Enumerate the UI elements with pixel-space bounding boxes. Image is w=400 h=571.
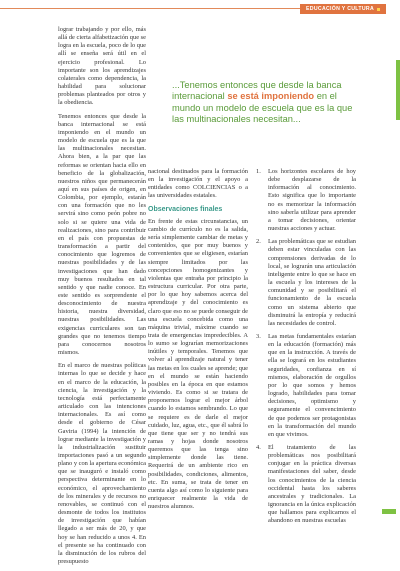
paragraph: nacional destinados para la formación en la investigación y el apoyo a entidades como COLCIENCIAS o a las universidades estatales. [148, 168, 248, 200]
list-item [256, 444, 356, 526]
header-rule [0, 8, 340, 9]
list-number: 4. [256, 444, 261, 451]
side-color-mark [396, 60, 400, 120]
numbered-list [256, 168, 356, 526]
section-tag-label: EDUCACIÓN Y CULTURA [306, 6, 374, 12]
paragraph: En el marco de nuestras políticas internas lo que se decide y hace en el marco de la educación, la ciencia, la investigación y la tecnología está perfectamente articulado con las intenciones internacionales. Es así como desde el gobierno de César Gaviria (1994) la intención de lograr mediante la investigación y la industrialización sustituir importaciones pasó a un segundo plano y con la apertura económica que se inauguró e instaló como perspectiva determinante en lo económico, el aprovechamiento de los minerales y de recursos no renovables, se continuó con el desmonte de todos los institutos de investigación que habían llegado a ser más de 20, y que hoy se han reducido a unos 4. En el presente se ha continuado con la disminución de los rubros del presupuesto [58, 362, 146, 565]
list-item [256, 333, 356, 439]
pull-quote-text-start: ...Tenemos entonces que desde la banca internacional [172, 80, 342, 102]
list-item [256, 238, 356, 328]
header-bar [0, 4, 400, 14]
list-number: 2. [256, 238, 261, 246]
column-right [256, 168, 356, 531]
list-number: 1. [256, 168, 261, 175]
list-text: Las problemáticas que se estudian deben estar vinculadas con las comprensiones derivadas de lo local, se lograrán una articulación inteligente entre lo que se hace en la escuela y los intereses de la comunidad y se posibilitará el funcionamiento de la escuela como un sistema abierto que disminuirá la entropía y reducirá las necesidades de control. [268, 238, 356, 327]
column-left [58, 26, 146, 571]
list-text: El tratamiento de las problemáticas nos posibilitará conjugar en la práctica diversas manifestaciones del saber, desde los conocimientos de la ciencia occidental hasta los saberes ancestrales y tradicionales. La ignorancia en la única explicación que hallamos para explicarnos el abandono en nuestras escuelas [268, 444, 356, 525]
list-text: Las metas fundamentales estarían en la educación (formación) más que en la instrucción. A través de ella se logrará en los estudiantes seguridades, confianza en sí mismos, elaboración de orgullos por lo que somos y hemos logrado, habilidades para tomar decisiones, optimismo y seguramente el convencimiento de que podemos ser protagonistas en la transformación del mundo en que vivimos. [268, 332, 356, 438]
section-tag [300, 4, 386, 14]
page-number-marker [382, 509, 396, 514]
column-middle [148, 168, 248, 516]
pull-quote-highlight: se está imponiendo [227, 91, 315, 102]
pull-quote-text-end: en el mundo un modelo de escuela que es la que las multinacionales necesitan... [172, 91, 353, 125]
paragraph: Tenemos entonces que desde la banca internacional se está imponiendo en el mundo un modelo de escuela que es la que las multinacionales necesitan. Ahora bien, a la par que las reformas se orientan hacia ello en beneficio de la globalización, nuestros niños que permanecerán aquí en sus países de origen, en Colombia, por ejemplo, estarán con una formación que no les servirá sino como peón pobre no solo si se quiere una vida de realizaciones, sino para contribuir en el país con propuestas de transformación a partir del conocimiento que logremos de nuestras posibilidades y de las investigaciones que han dado muy buenos resultados en tal sentido y que nadie conoce. En este sentido es sorprendente el desconocimiento de nuestra historia, nuestra diversidad, nuestras posibilidades. Las exigencias curriculares son tan grandes que no tenemos tiempo para conocernos nosotros mismos. [58, 112, 146, 357]
list-number: 3. [256, 332, 261, 340]
paragraph: En frente de estas circunstancias, un cambio de currículo no es la salida, sería simplemente cambiar de metas y contenidos, que por muy buenos y convenientes que se eligiesen, estarían siempre limitados por las concepciones homogenizantes y violentas que entraña por principio la estructura curricular. Por otra parte, por lo que hoy sabemos acerca del aprendizaje y del conocimiento es claro que eso no se puede conseguir de una escuela concebida como una máquina trivial, máxime cuando se trata de emergencias impredecibles. A lo sumo se lograrían memorizaciones inútiles y temporales. Tenemos que volver al aprendizaje natural y tener las metas en los cuales se aprende; que en el mundo se están haciendo posibles en la época en que estamos viviendo. Es como si se tratara de proponernos lograr el mejor árbol cuando lo estamos sembrando. Lo que se requiere es de darle el mejor cuidado, luz, agua, etc., que él sabrá lo que tiene que ser y no tendrá sus ramas y hojas donde nosotros queremos que las tenga sino simplemente donde las tiene. Requerirá de un ambiente rico en posibilidades, condiciones, alimentos, etc. En suma, se trata de tener en cuenta algo así como lo siguiente para enriquecer realmente la vida de nuestros alumnos. [148, 217, 248, 511]
paragraph: lograr trabajando y por ello, más allá de cierta alfabetización que se logra en la escuela, poco de lo que allí se enseña será útil en el ejercicio profesional. Lo importante son los aprendizajes colaterales como dependencia, la habilidad para solucionar problemas planteados por otros y la obediencia. [58, 26, 147, 107]
square-icon [377, 8, 380, 11]
section-heading: Observaciones finales [148, 205, 223, 213]
list-text: Los horizontes escolares de hoy debe desplazarse de la información al conocimiento. Esto significa que lo importante no es memorizar la información sino saberla utilizar para aprender a tomar decisiones, orientar nuestras acciones y actuar. [268, 168, 356, 233]
list-item [256, 168, 356, 233]
pull-quote [172, 80, 360, 126]
